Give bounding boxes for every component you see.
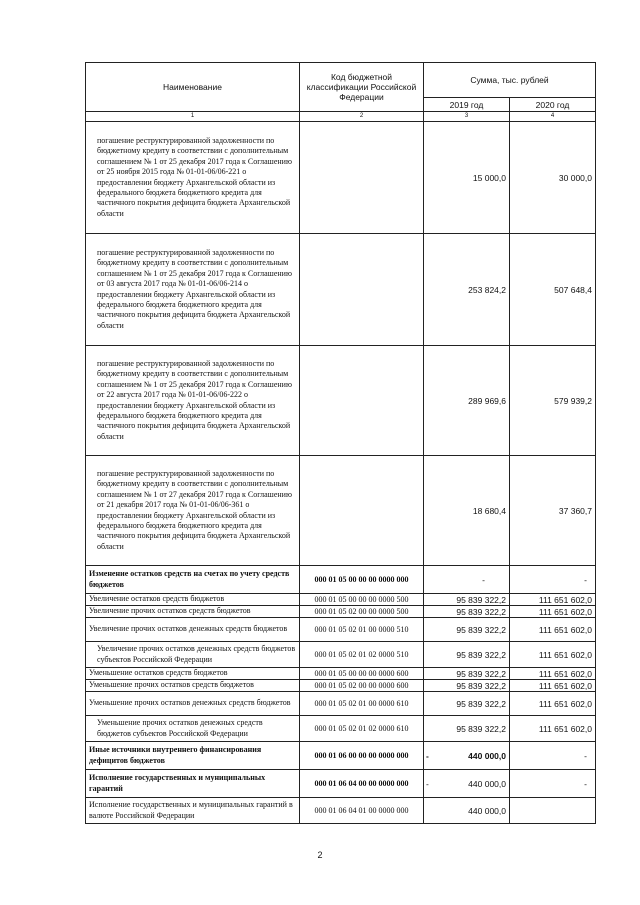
row-sum-2019: 95 839 322,2 [424, 680, 510, 692]
row-sum-2019: 95 839 322,2 [424, 692, 510, 716]
row-sum-2020: 111 651 602,0 [510, 618, 596, 642]
row-code: 000 01 05 00 00 00 0000 600 [300, 668, 424, 680]
row-name: Изменение остатков средств на счетах по учету средств бюджетов [86, 566, 300, 594]
row-sum-2020: 111 651 602,0 [510, 668, 596, 680]
row-code: 000 01 05 02 01 00 0000 610 [300, 692, 424, 716]
header-year-2019: 2019 год [424, 98, 510, 112]
row-code [300, 122, 424, 234]
row-sum-2019: 95 839 322,2 [424, 668, 510, 680]
row-name: Уменьшение прочих остатков денежных средств бюджетов субъектов Российской Федерации [86, 716, 300, 742]
header-name: Наименование [86, 63, 300, 112]
col-index-2: 2 [300, 112, 424, 122]
row-name: Увеличение прочих остатков средств бюджетов [86, 606, 300, 618]
row-code: 000 01 05 00 00 00 0000 500 [300, 594, 424, 606]
row-sum-2019: 440 000,0 [468, 778, 506, 789]
header-sum: Сумма, тыс. рублей [424, 63, 596, 98]
row-name: погашение реструктурированной задолженности по бюджетному кредиту в соответствии с дополнительным соглашением № 1 от 25 декабря 2017 года к Соглашению от 25 ноября 2015 года № 01-01-06/06-221 о предоставлении бюджету Архангельской области из федерального бюджета бюджетного кредита для частичного покрытия дефицита бюджета Архангельской области [86, 122, 300, 234]
row-sum-2019: - [424, 566, 510, 594]
row-sum-2020: 579 939,2 [510, 346, 596, 456]
table-row [86, 742, 596, 770]
row-name: Увеличение прочих остатков денежных средств бюджетов [86, 618, 300, 642]
row-sum-2019: 95 839 322,2 [424, 594, 510, 606]
row-code: 000 01 05 02 01 02 0000 510 [300, 642, 424, 668]
row-name: Иные источники внутреннего финансирования дефицитов бюджетов [86, 742, 300, 770]
table-row [86, 618, 596, 642]
row-code: 000 01 06 04 01 00 0000 000 [300, 798, 424, 824]
row-name: погашение реструктурированной задолженности по бюджетному кредиту в соответствии с дополнительным соглашением № 1 от 25 декабря 2017 года к Соглашению от 03 августа 2017 года № 01-01-06/06-214 о предоставлении бюджету Архангельской области из федерального бюджета бюджетного кредита для частичного покрытия дефицита бюджета Архангельской области [86, 234, 300, 346]
row-sum-2019-cell [424, 770, 510, 798]
row-name: Уменьшение прочих остатков средств бюджетов [86, 680, 300, 692]
table-row [86, 770, 596, 798]
row-code: 000 01 05 02 00 00 0000 500 [300, 606, 424, 618]
row-sum-2020: 111 651 602,0 [510, 716, 596, 742]
row-code: 000 01 06 04 00 00 0000 000 [300, 770, 424, 798]
row-code [300, 234, 424, 346]
row-name: Уменьшение прочих остатков денежных средств бюджетов [86, 692, 300, 716]
row-sum-2020: 111 651 602,0 [510, 642, 596, 668]
row-sum-2019: 95 839 322,2 [424, 618, 510, 642]
table-row [86, 668, 596, 680]
header-row-1 [86, 63, 596, 98]
col-index-1: 1 [86, 112, 300, 122]
row-code: 000 01 05 00 00 00 0000 000 [300, 566, 424, 594]
row-code [300, 456, 424, 566]
row-sum-2019-lead: - [426, 750, 429, 761]
row-code: 000 01 06 00 00 00 0000 000 [300, 742, 424, 770]
budget-sources-table [85, 62, 596, 824]
row-sum-2020: - [510, 770, 596, 798]
table-row [86, 716, 596, 742]
table-row [86, 346, 596, 456]
row-name: Увеличение остатков средств бюджетов [86, 594, 300, 606]
col-index-3: 3 [424, 112, 510, 122]
row-code: 000 01 05 02 01 02 0000 610 [300, 716, 424, 742]
table-row [86, 594, 596, 606]
row-code: 000 01 05 02 00 00 0000 600 [300, 680, 424, 692]
row-sum-2020: 37 360,7 [510, 456, 596, 566]
row-sum-2020: 111 651 602,0 [510, 606, 596, 618]
row-name: погашение реструктурированной задолженности по бюджетному кредиту в соответствии с дополнительным соглашением № 1 от 27 декабря 2017 года к Соглашению от 21 декабря 2017 года № 01-01-06/06-361 о предоставлении бюджету Архангельской области из федерального бюджета бюджетного кредита для частичного покрытия дефицита бюджета Архангельской области [86, 456, 300, 566]
table-row [86, 566, 596, 594]
row-name: погашение реструктурированной задолженности по бюджетному кредиту в соответствии с дополнительным соглашением № 1 от 25 декабря 2017 года к Соглашению от 22 августа 2017 года № 01-01-06/06-222 о предоставлении бюджету Архангельской области из федерального бюджета бюджетного кредита для частичного покрытия дефицита бюджета Архангельской области [86, 346, 300, 456]
table-row [86, 122, 596, 234]
table-row [86, 692, 596, 716]
row-sum-2019: 18 680,4 [424, 456, 510, 566]
row-sum-2019-cell [424, 742, 510, 770]
column-index-row [86, 112, 596, 122]
row-sum-2019: 289 969,6 [424, 346, 510, 456]
header-code: Код бюджетной классификации Российской Федерации [300, 63, 424, 112]
row-name: Исполнение государственных и муниципальных гарантий [86, 770, 300, 798]
row-sum-2019-lead: - [426, 778, 429, 789]
table-row [86, 798, 596, 824]
row-sum-2020: - [510, 566, 596, 594]
row-name: Увеличение прочих остатков денежных средств бюджетов субъектов Российской Федерации [86, 642, 300, 668]
row-code [300, 346, 424, 456]
row-sum-2019: 440 000,0 [468, 750, 506, 761]
row-sum-2020: 111 651 602,0 [510, 594, 596, 606]
row-name: Уменьшение остатков средств бюджетов [86, 668, 300, 680]
row-sum-2019: 95 839 322,2 [424, 716, 510, 742]
row-sum-2019: 253 824,2 [424, 234, 510, 346]
row-sum-2019: 95 839 322,2 [424, 606, 510, 618]
row-sum-2019: 95 839 322,2 [424, 642, 510, 668]
page-number: 2 [317, 850, 323, 860]
table-row [86, 680, 596, 692]
row-sum-2020: 111 651 602,0 [510, 680, 596, 692]
table-row [86, 456, 596, 566]
row-sum-2020 [510, 798, 596, 824]
row-sum-2019: 15 000,0 [424, 122, 510, 234]
row-name: Исполнение государственных и муниципальных гарантий в валюте Российской Федерации [86, 798, 300, 824]
header-year-2020: 2020 год [510, 98, 596, 112]
col-index-4: 4 [510, 112, 596, 122]
table-row [86, 606, 596, 618]
row-sum-2019: 440 000,0 [424, 798, 510, 824]
row-sum-2020: 30 000,0 [510, 122, 596, 234]
table-row [86, 642, 596, 668]
row-sum-2020: - [510, 742, 596, 770]
row-sum-2020: 111 651 602,0 [510, 692, 596, 716]
row-sum-2020: 507 648,4 [510, 234, 596, 346]
table-row [86, 234, 596, 346]
row-code: 000 01 05 02 01 00 0000 510 [300, 618, 424, 642]
